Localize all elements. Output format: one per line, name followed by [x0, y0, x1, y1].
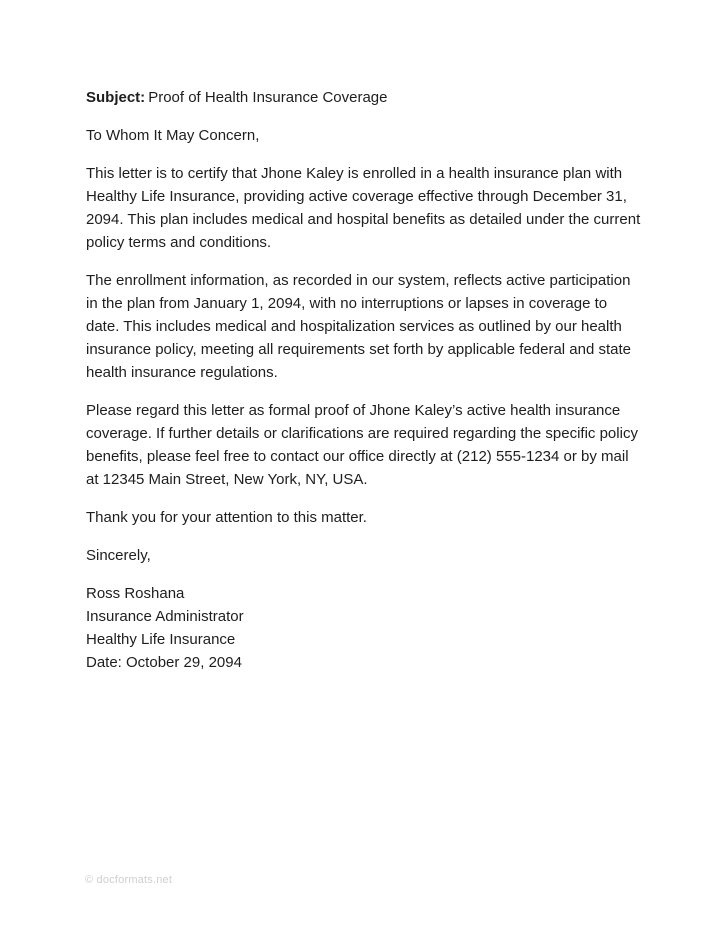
signature-block	[86, 582, 642, 674]
sign-off: Sincerely,	[86, 547, 151, 564]
signature-date: Date: October 29, 2094	[86, 654, 242, 671]
body-paragraph-2: The enrollment information, as recorded in our system, reflects active participation in the plan from January 1, 2094, with no interruptions or lapses in coverage to date. This includes medical and hospitalization services as outlined by our health insurance policy, meeting all requirements set forth by applicable federal and state health insurance regulations.	[86, 272, 632, 381]
signature-company: Healthy Life Insurance	[86, 631, 236, 648]
subject-line	[86, 86, 642, 109]
body-paragraph-1: This letter is to certify that Jhone Kaley is enrolled in a health insurance plan with Healthy Life Insurance, providing active coverage effective through December 31, 2094. This plan includes medical and hospital benefits as detailed under the current policy terms and conditions.	[86, 165, 641, 251]
subject-label: Subject:	[86, 89, 146, 106]
subject-text: Proof of Health Insurance Coverage	[148, 89, 388, 106]
signature-title: Insurance Administrator	[86, 608, 244, 625]
footer-credit: © docformats.net	[85, 874, 173, 886]
signature-name: Ross Roshana	[86, 585, 185, 602]
salutation: To Whom It May Concern,	[86, 127, 260, 144]
letter-body	[86, 86, 642, 674]
body-paragraph-3: Please regard this letter as formal proof of Jhone Kaley’s active health insurance coverage. If further details or clarifications are required regarding the specific policy benefits, please feel free to contact our office directly at (212) 555-1234 or by mail at 12345 Main Street, New York, NY, USA.	[86, 402, 638, 488]
closing-line: Thank you for your attention to this matter.	[86, 509, 367, 526]
